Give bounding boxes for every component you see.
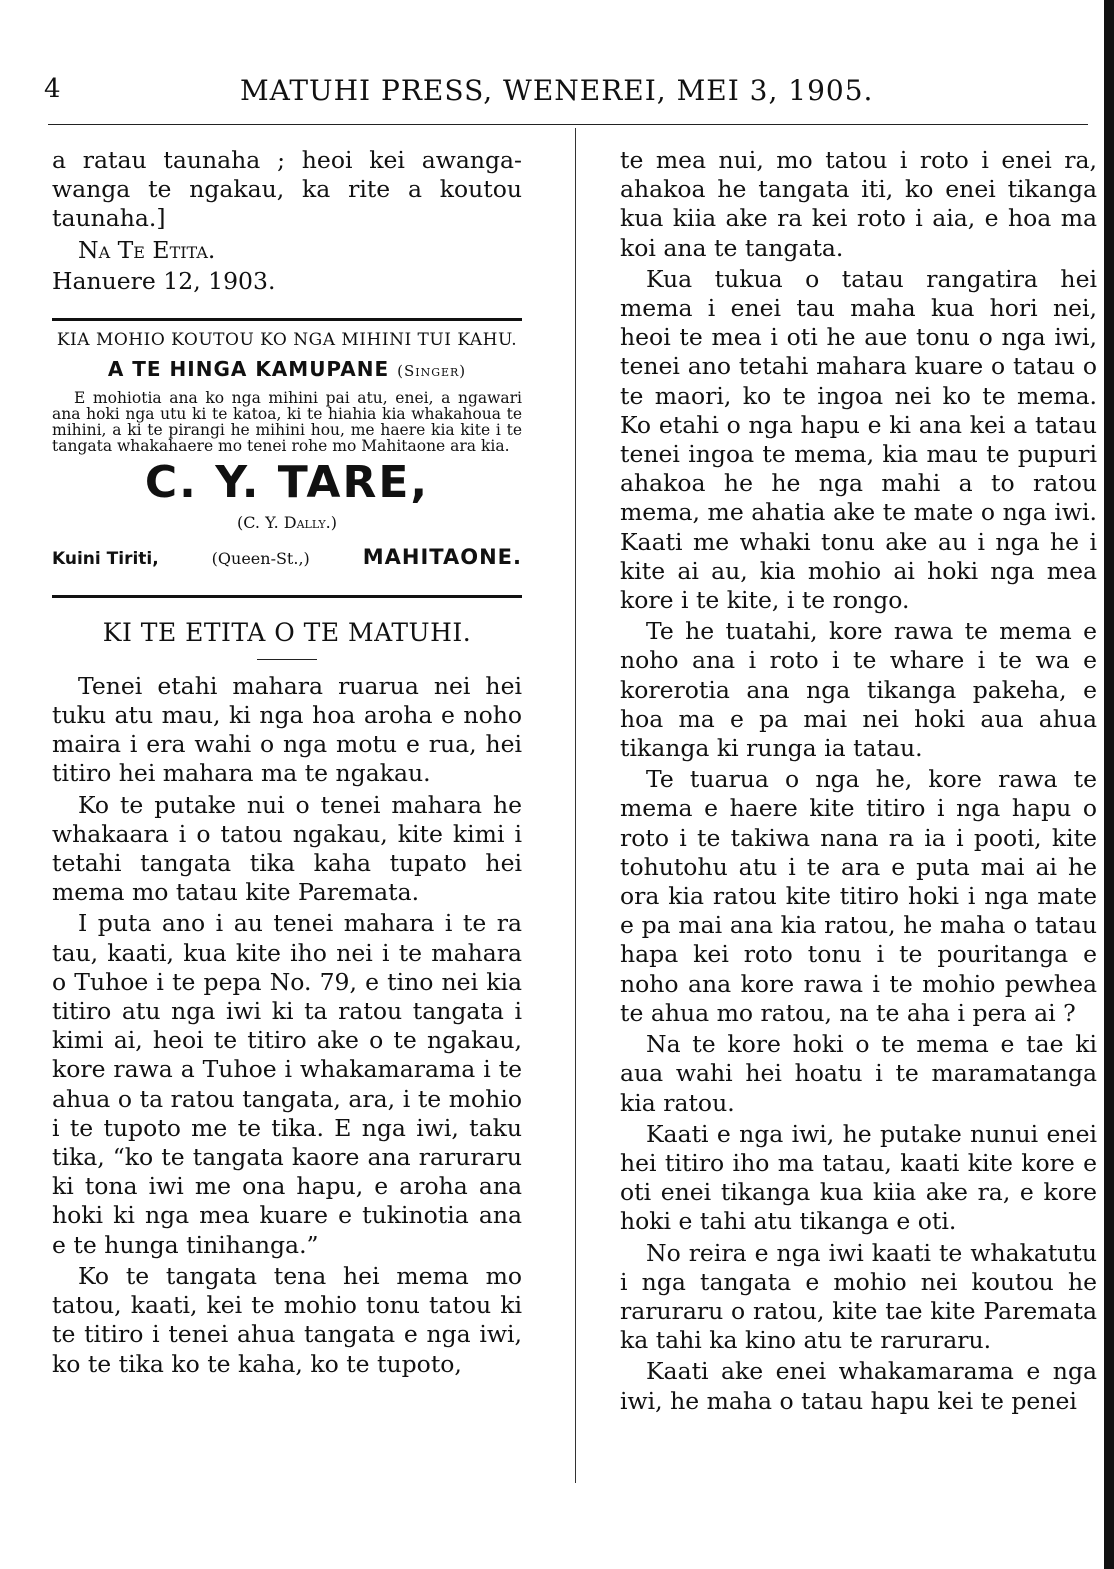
- ad-brand-name: A TE HINGA KAMUPANE: [107, 357, 390, 382]
- column-divider: [575, 128, 576, 1483]
- paragraph: Tenei etahi mahara ruarua nei hei tuku atu mau, ki nga hoa aroha e noho maira i era wahi o nga motu e rua, hei titiro hei mahara ma te ngakau.: [52, 671, 522, 788]
- left-column: [52, 146, 522, 1381]
- page-edge: [1104, 0, 1114, 1569]
- paragraph: te mea nui, mo tatou i roto i enei ra, ahakoa he tangata iti, ko enei tikanga kua kiia ake ra kei roto i aia, e hoa ma koi ana te tangata.: [620, 146, 1097, 262]
- title-rule: [257, 659, 317, 660]
- article-title: KI TE ETITA O TE MATUHI.: [102, 617, 472, 647]
- paragraph: Kua tukua o tatau rangatira hei mema i enei tau maha kua hori nei, heoi te mea i oti he aue tonu o nga iwi, tenei ano tetahi mahara kuare o tatau o te maori, ko te ingoa nei ko te mema. Ko etahi o nga hapu e ki ana kei a tatau tenei ingoa te mema, kia mau te pupuri ahakoa he he nga mahi a to ratou mema, me ahatia ake te mate o nga iwi. Kaati me whaki tonu ake au i nga he i kite ai au, kia mohio ai hoki nga mea kore i te kite, i te rongo.: [620, 264, 1097, 615]
- ad-town: MAHITAONE.: [362, 545, 522, 570]
- page-number: 4: [44, 74, 61, 104]
- section-rule: [52, 595, 522, 598]
- paragraph: Ko te tangata tena hei mema mo tatou, kaati, kei te mohio tonu tatou ki te titiro i tenei ahua tangata e nga iwi, ko te tika ko te kaha, ko te tupoto,: [52, 1261, 522, 1378]
- ad-street-english: (Queen-St.,): [211, 549, 310, 569]
- paragraph: Na te kore hoki o te mema e tae ki aua wahi hei hoatu i te maramatanga kia ratou.: [620, 1030, 1097, 1117]
- paragraph: Kaati e nga iwi, he putake nunui enei hei titiro iho ma tatau, kaati kite kore e oti enei tikanga kua kiia ake ra, e kore hoki e tahi atu tikanga e oti.: [620, 1119, 1097, 1236]
- ad-address: [52, 543, 522, 574]
- paragraph: No reira e nga iwi kaati te whakatutu i nga tangata e mohio nei koutou he raruraru o ratou, kite tae kite Paremata ka tahi ka kino atu te raruraru.: [620, 1238, 1097, 1355]
- running-head: MATUHI PRESS, WENEREI, MEI 3, 1905.: [240, 74, 874, 107]
- letter-date: Hanuere 12, 1903.: [52, 266, 276, 295]
- ad-street: Kuini Tiriti,: [52, 549, 159, 570]
- intro-text: a ratau taunaha ; heoi kei awanga-wanga te ngakau, ka rite a koutou taunaha.]: [52, 146, 522, 233]
- paragraph: Te he tuatahi, kore rawa te mema e noho ana i roto i te whare i te wa e korerotia ana nga tikanga pakeha, e hoa ma e pa mai nei hoki aua ahua tikanga ki runga ia tatau.: [620, 617, 1097, 763]
- right-column: [620, 146, 1097, 1418]
- ad-headline: KIA MOHIO KOUTOU KO NGA MIHINI TUI KAHU.: [56, 330, 518, 351]
- header-rule: [48, 124, 1088, 125]
- ad-brand-sub: (Singer): [397, 362, 467, 381]
- ad-body: E mohiotia ana ko nga mihini pai atu, enei, a ngawari ana hoki nga utu ki te katoa, ki te hiahia kia whakahoua te mihini, a ki te pirangi he mihini hou, me haere kia kite i te tangata whakahaere mo tenei rohe mo Mahitaone ara kia.: [52, 389, 522, 456]
- section-rule: [52, 318, 522, 321]
- ad-agent-name: C. Y. TARE,: [144, 457, 430, 509]
- ad-brand: [52, 355, 522, 386]
- sewing-machine-advertisement: [52, 331, 522, 575]
- paragraph: Ko te putake nui o tenei mahara he whakaara i o tatou ngakau, kite kimi i tetahi tangata tika kaha tupato hei mema mo tatau kite Paremata.: [52, 790, 522, 907]
- editor-signature: Na Te Etita.: [78, 235, 216, 264]
- paragraph: I puta ano i au tenei mahara i te ra tau, kaati, kua kite iho nei i te mahara o Tuhoe i te pepa No. 79, e tino nei kia titiro atu nga iwi ki ta ratou tangata i kimi ai, heoi te titiro ake o te ngakau, kore rawa a Tuhoe i whakamarama i te ahua o ta ratou tangata, ara, i te mohio i te tupoto me te tika. E nga iwi, taku tika, “ko te tangata kaore ana raruraru ki tona iwi me ona hapu, e aroha ana hoki ki nga mea kuare e tukinotia ana e te hunga tinihanga.”: [52, 909, 522, 1259]
- paragraph: Kaati ake enei whakamarama e nga iwi, he maha o tatau hapu kei te penei: [620, 1357, 1097, 1415]
- ad-agent-name-english: (C. Y. Dally.): [236, 513, 338, 533]
- paragraph: Te tuarua o nga he, kore rawa te mema e haere kite titiro i nga hapu o roto i te takiwa nana ra ia i pooti, kite tohutohu atu i te ara e puta mai ai he ora kia ratou kite titiro hoki i nga mate e pa mai ana kia ratou, he maha o tatau hapa kei roto tonu i te pouritanga e noho ana kore rawa i te mohio pewhea te ahua mo ratou, na te aha i pera ai ?: [620, 765, 1097, 1027]
